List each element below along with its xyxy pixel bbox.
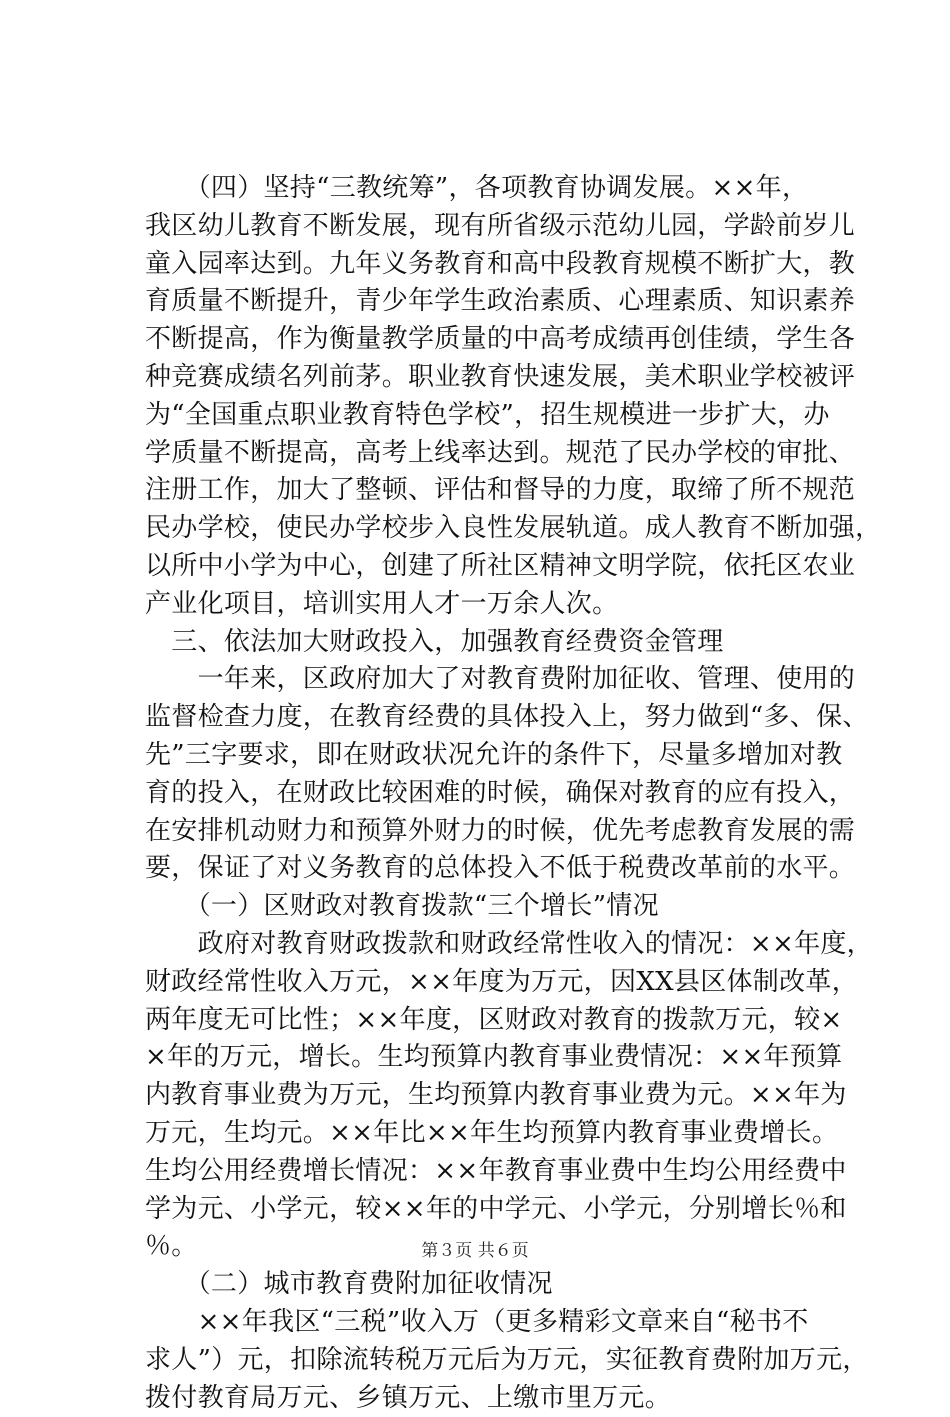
text-line: 学为元、小学元，较××年的中学元、小学元，分别增长％和 <box>145 1191 845 1229</box>
text-line: 要，保证了对义务教育的总体投入不低于税费改革前的水平。 <box>145 850 845 888</box>
text-line: ％。 <box>145 1228 845 1266</box>
text-line: 以所中小学为中心，创建了所社区精神文明学院，依托区农业 <box>145 548 845 586</box>
text-line: 财政经常性收入万元，××年度为万元，因XX县区体制改革， <box>145 964 845 1002</box>
text-line: ××年我区“三税”收入万（更多精彩文章来自“秘书不 <box>145 1304 845 1342</box>
page-number-footer: 第３页 共６页 <box>0 1240 950 1262</box>
text-line: 我区幼儿教育不断发展，现有所省级示范幼儿园，学龄前岁儿 <box>145 208 845 246</box>
text-line: 一年来，区政府加大了对教育费附加征收、管理、使用的 <box>145 661 845 699</box>
subsection-heading: （二）城市教育费附加征收情况 <box>145 1266 845 1304</box>
section-heading: 三、依法加大财政投入，加强教育经费资金管理 <box>145 624 845 662</box>
text-line: 民办学校，使民办学校步入良性发展轨道。成人教育不断加强， <box>145 510 845 548</box>
text-line: 注册工作，加大了整顿、评估和督导的力度，取缔了所不规范 <box>145 472 845 510</box>
subsection-heading: （一）区财政对教育拨款“三个增长”情况 <box>145 888 845 926</box>
text-line: 在安排机动财力和预算外财力的时候，优先考虑教育发展的需 <box>145 813 845 851</box>
text-line: 政府对教育财政拨款和财政经常性收入的情况：××年度， <box>145 926 845 964</box>
text-line: 产业化项目，培训实用人才一万余人次。 <box>145 586 845 624</box>
text-line: 监督检查力度，在教育经费的具体投入上，努力做到“多、保、 <box>145 699 845 737</box>
text-line: （四）坚持“三教统筹”，各项教育协调发展。××年， <box>145 170 845 208</box>
document-body <box>145 170 845 1417</box>
text-line: 育的投入，在财政比较困难的时候，确保对教育的应有投入， <box>145 775 845 813</box>
text-line: 内教育事业费为万元，生均预算内教育事业费为元。××年为 <box>145 1077 845 1115</box>
text-line: ×年的万元，增长。生均预算内教育事业费情况：××年预算 <box>145 1039 845 1077</box>
text-line: 学质量不断提高，高考上线率达到。规范了民办学校的审批、 <box>145 435 845 473</box>
text-line: 童入园率达到。九年义务教育和高中段教育规模不断扩大，教 <box>145 246 845 284</box>
text-line: 种竞赛成绩名列前茅。职业教育快速发展，美术职业学校被评 <box>145 359 845 397</box>
text-line: 生均公用经费增长情况：××年教育事业费中生均公用经费中 <box>145 1153 845 1191</box>
text-line: 万元，生均元。××年比××年生均预算内教育事业费增长。 <box>145 1115 845 1153</box>
text-line: 求人”）元，扣除流转税万元后为万元，实征教育费附加万元， <box>145 1342 845 1380</box>
text-line: 先”三字要求，即在财政状况允许的条件下，尽量多增加对教 <box>145 737 845 775</box>
text-line: 不断提高，作为衡量教学质量的中高考成绩再创佳绩，学生各 <box>145 321 845 359</box>
text-line: 拨付教育局万元、乡镇万元、上缴市里万元。 <box>145 1380 845 1417</box>
text-line: 两年度无可比性；××年度，区财政对教育的拨款万元，较× <box>145 1002 845 1040</box>
text-line: 育质量不断提升，青少年学生政治素质、心理素质、知识素养 <box>145 283 845 321</box>
text-line: 为“全国重点职业教育特色学校”，招生规模进一步扩大，办 <box>145 397 845 435</box>
